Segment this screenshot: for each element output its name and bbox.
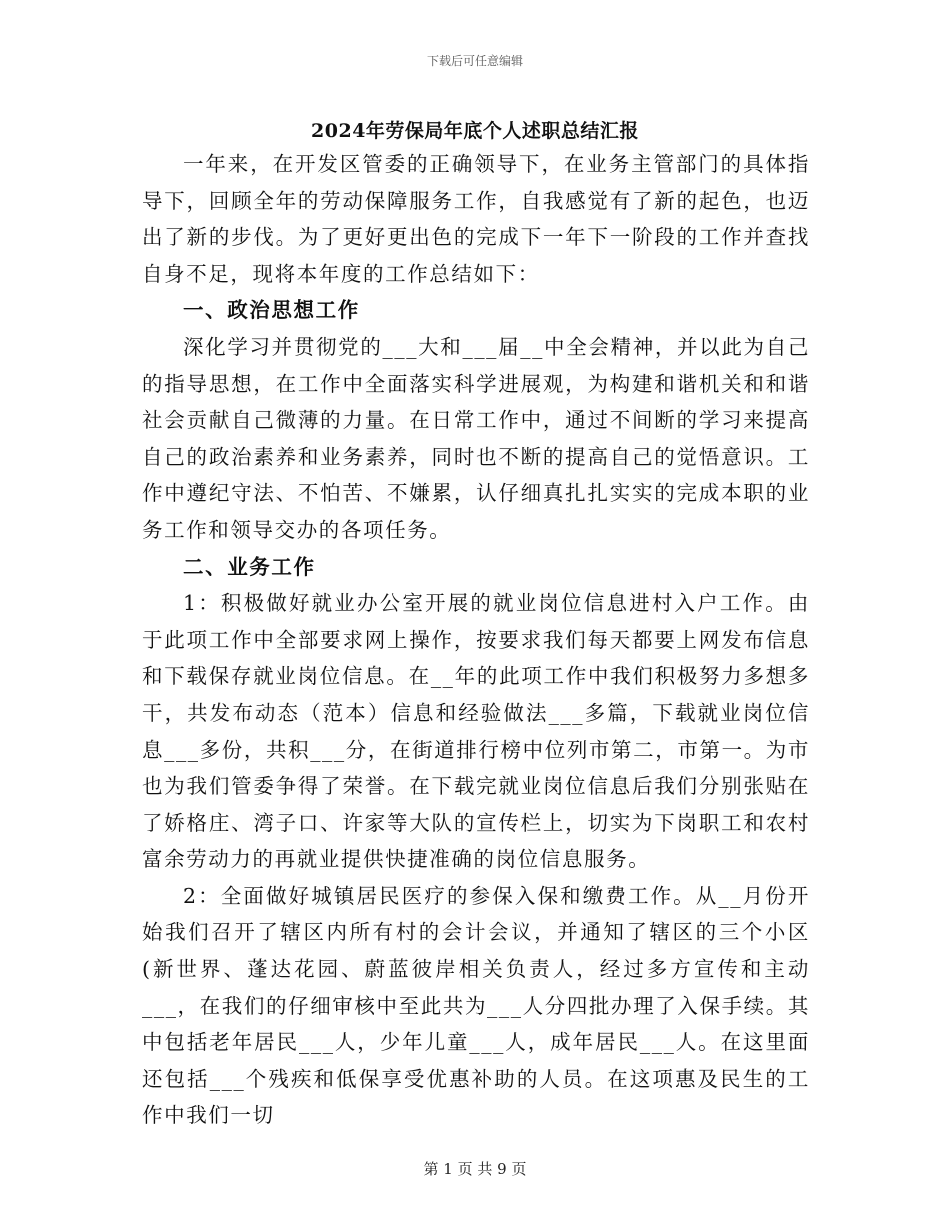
document-title: 2024年劳保局年底个人述职总结汇报 (311, 120, 639, 142)
page-number: 第 1 页 共 9 页 (423, 1160, 527, 1178)
intro-paragraph: 一年来，在开发区管委的正确领导下，在业务主管部门的具体指导下，回顾全年的劳动保障服务工作，自我感觉有了新的起色，也迈出了新的步伐。为了更好更出色的完成下一年下一阶段的工作并查找自身不足，现将本年度的工作总结如下： (142, 152, 810, 286)
business-item-1: 1：积极做好就业办公室开展的就业岗位信息进村入户工作。由于此项工作中全部要求网上操作，按要求我们每天都要上网发布信息和下载保存就业岗位信息。在__年的此项工作中我们积极努力多想多干，共发布动态（范本）信息和经验做法___多篇，下载就业岗位信息___多份，共积___分，在街道排行榜中位列市第二，市第一。为市也为我们管委争得了荣誉。在下载完就业岗位信息后我们分别张贴在了娇格庄、湾子口、许家等大队的宣传栏上，切实为下岗职工和农村富余劳动力的再就业提供快捷准确的岗位信息服务。 (142, 591, 810, 872)
business-item-2: 2：全面做好城镇居民医疗的参保入保和缴费工作。从__月份开始我们召开了辖区内所有村的会计会议，并通知了辖区的三个小区(新世界、蓬达花园、蔚蓝彼岸相关负责人，经过多方宣传和主动___，在我们的仔细审核中至此共为___人分四批办理了入保手续。其中包括老年居民___人，少年儿童___人，成年居民___人。在这里面还包括___个残疾和低保享受优惠补助的人员。在这项惠及民生的工作中我们一切 (142, 883, 810, 1128)
page-header-note: 下载后可任意编辑 (426, 54, 523, 68)
document-body (142, 146, 810, 1134)
section-heading-business: 二、业务工作 (183, 554, 316, 579)
section-heading-political: 一、政治思想工作 (183, 298, 360, 323)
political-paragraph: 深化学习并贯彻党的___大和___届__中全会精神，并以此为自己的指导思想，在工作中全面落实科学进展观，为构建和谐机关和和谐社会贡献自己微薄的力量。在日常工作中，通过不间断的学习来提高自己的政治素养和业务素养，同时也不断的提高自己的觉悟意识。工作中遵纪守法、不怕苦、不嫌累，认仔细真扎扎实实的完成本职的业务工作和领导交办的各项任务。 (142, 334, 810, 542)
